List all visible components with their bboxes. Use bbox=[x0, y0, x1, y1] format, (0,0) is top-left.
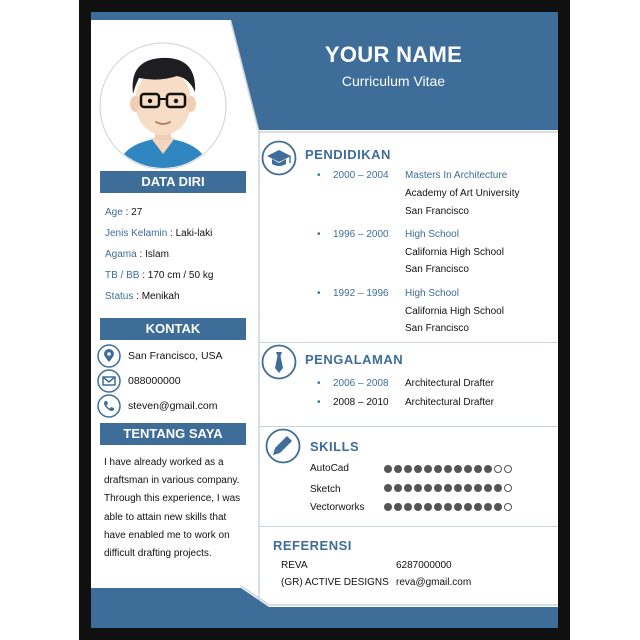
footer-band bbox=[91, 588, 558, 628]
necktie-icon bbox=[261, 344, 297, 380]
skill-1-rating bbox=[384, 465, 512, 473]
edu-1-title: Masters In Architecture bbox=[405, 170, 508, 181]
skill-dot bbox=[434, 503, 442, 511]
cv-page: YOUR NAME Curriculum Vitae DATA DIRI Age : 27 Jenis Kelamin : Laki-laki Agama : Islam TB / BB : 170 cm / 50 kg Status : Menikah KONTAK San Francisco, USA 088000000 steven@gmail.com TENTANG SAYA I have already worked as a draftsman in various company. Through this experience, I was able to attain new skills that have enabled me to work on difficult drafting projects. PENDIDIKAN • 2000 – 2004 Masters In Architecture Academy of Art University San Francisco • 1996 – 2000 High School California High School San Francisco • 1992 – 1996 High School California High School San Francisco PENGALAMAN • 2006 – 2008 Architectural Drafter • 2008 – 2010 Architectural Drafter SKILLS AutoCad Sketch Vectorworks REFERENSI REVA 6287000000 (GR) ACTIVE DESIGNS reva@gmail.com bbox=[91, 12, 558, 628]
tentang-heading: TENTANG SAYA bbox=[100, 423, 246, 445]
skill-dot bbox=[394, 465, 402, 473]
skill-dot bbox=[494, 465, 502, 473]
contact-email: steven@gmail.com bbox=[97, 394, 217, 418]
skill-dot bbox=[504, 503, 512, 511]
edu-2-years: 1996 – 2000 bbox=[333, 229, 389, 240]
edu-2-city: San Francisco bbox=[405, 264, 469, 275]
about-text: I have already worked as a draftsman in various company. Through this experience, I was able to attain new skills that have enabled me to work on difficult drafting projects. bbox=[104, 457, 241, 560]
pendidikan-heading: PENDIDIKAN bbox=[305, 147, 391, 162]
skill-dot bbox=[474, 503, 482, 511]
skill-dot bbox=[424, 484, 432, 492]
skill-dot bbox=[454, 484, 462, 492]
skill-dot bbox=[394, 484, 402, 492]
skill-dot bbox=[444, 465, 452, 473]
skill-dot bbox=[484, 503, 492, 511]
skill-dot bbox=[464, 484, 472, 492]
skill-dot bbox=[404, 484, 412, 492]
skill-dot bbox=[384, 484, 392, 492]
skill-dot bbox=[444, 503, 452, 511]
exp-2-years: 2008 – 2010 bbox=[333, 397, 389, 408]
skill-dot bbox=[434, 484, 442, 492]
skill-2-name: Sketch bbox=[310, 484, 341, 495]
skill-dot bbox=[414, 465, 422, 473]
skill-dot bbox=[424, 503, 432, 511]
ref-email: reva@gmail.com bbox=[396, 577, 472, 588]
skill-dot bbox=[494, 503, 502, 511]
data-diri-heading: DATA DIRI bbox=[100, 171, 246, 193]
edu-3-title: High School bbox=[405, 288, 459, 299]
skill-dot bbox=[444, 484, 452, 492]
edu-1-years: 2000 – 2004 bbox=[333, 170, 389, 181]
edu-1-city: San Francisco bbox=[405, 206, 469, 217]
exp-1-years: 2006 – 2008 bbox=[333, 378, 389, 389]
skill-2-rating bbox=[384, 484, 512, 492]
edu-2-school: California High School bbox=[405, 247, 504, 258]
pencil-icon bbox=[265, 428, 301, 464]
skill-3-name: Vectorworks bbox=[310, 502, 365, 513]
contact-phone-number: 088000000 bbox=[97, 369, 181, 393]
skill-dot bbox=[414, 484, 422, 492]
info-height-weight: TB / BB : 170 cm / 50 kg bbox=[105, 270, 214, 281]
graduation-cap-icon bbox=[261, 140, 297, 176]
section-divider bbox=[259, 526, 558, 527]
envelope-icon bbox=[97, 369, 121, 393]
skill-1-name: AutoCad bbox=[310, 463, 349, 474]
skill-dot bbox=[414, 503, 422, 511]
info-religion: Agama : Islam bbox=[105, 249, 169, 260]
skill-dot bbox=[404, 465, 412, 473]
section-divider bbox=[259, 342, 558, 343]
skill-dot bbox=[494, 484, 502, 492]
skill-dot bbox=[384, 465, 392, 473]
phone-icon bbox=[97, 394, 121, 418]
location-pin-icon bbox=[97, 344, 121, 368]
info-status: Status : Menikah bbox=[105, 291, 180, 302]
edu-3-years: 1992 – 1996 bbox=[333, 288, 389, 299]
skill-dot bbox=[504, 484, 512, 492]
cv-subtitle: Curriculum Vitae bbox=[341, 73, 446, 89]
skill-dot bbox=[464, 465, 472, 473]
skill-dot bbox=[424, 465, 432, 473]
skill-dot bbox=[454, 503, 462, 511]
skill-dot bbox=[464, 503, 472, 511]
skills-heading: SKILLS bbox=[310, 439, 360, 454]
edu-3-city: San Francisco bbox=[405, 323, 469, 334]
ref-phone: 6287000000 bbox=[396, 560, 452, 571]
skill-dot bbox=[394, 503, 402, 511]
contact-location: San Francisco, USA bbox=[97, 344, 223, 368]
referensi-heading: REFERENSI bbox=[273, 538, 352, 553]
skill-dot bbox=[384, 503, 392, 511]
info-age: Age : 27 bbox=[105, 207, 143, 218]
skill-dot bbox=[484, 465, 492, 473]
avatar bbox=[99, 42, 227, 170]
ref-company: (GR) ACTIVE DESIGNS bbox=[281, 577, 389, 588]
skill-dot bbox=[504, 465, 512, 473]
edu-1-school: Academy of Art University bbox=[405, 188, 520, 199]
info-gender: Jenis Kelamin : Laki-laki bbox=[105, 228, 213, 239]
skill-dot bbox=[474, 484, 482, 492]
skill-3-rating bbox=[384, 503, 512, 511]
skill-dot bbox=[474, 465, 482, 473]
skill-dot bbox=[484, 484, 492, 492]
edu-3-school: California High School bbox=[405, 306, 504, 317]
name-title: YOUR NAME bbox=[324, 42, 463, 67]
exp-2-role: Architectural Drafter bbox=[405, 397, 494, 408]
ref-name: REVA bbox=[281, 560, 308, 571]
pengalaman-heading: PENGALAMAN bbox=[305, 352, 404, 367]
skill-dot bbox=[434, 465, 442, 473]
skill-dot bbox=[454, 465, 462, 473]
kontak-heading: KONTAK bbox=[100, 318, 246, 340]
exp-1-role: Architectural Drafter bbox=[405, 378, 494, 389]
section-divider bbox=[259, 426, 558, 427]
skill-dot bbox=[404, 503, 412, 511]
edu-2-title: High School bbox=[405, 229, 459, 240]
